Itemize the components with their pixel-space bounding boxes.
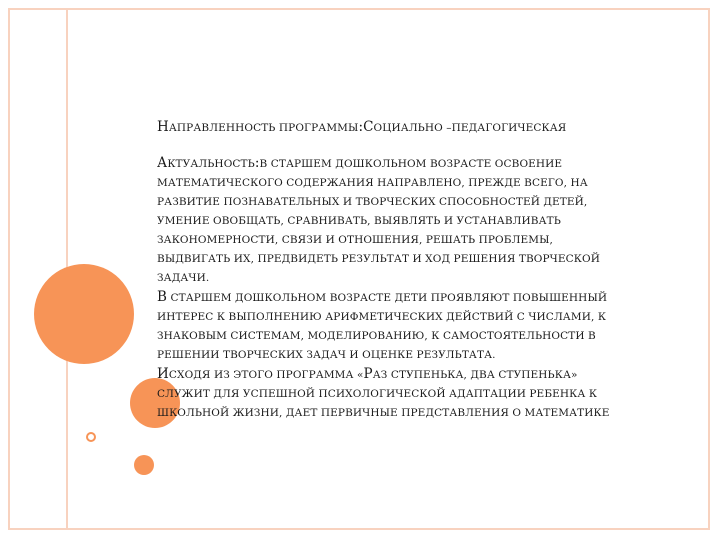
- decorative-circle-small: [134, 455, 154, 475]
- text-line-content: СХОДЯ ИЗ ЭТОГО ПРОГРАММА «: [168, 369, 364, 381]
- text-line: ЗАКОНОМЕРНОСТИ, СВЯЗИ И ОТНОШЕНИЯ, РЕШАТЬ ПРОБЛЕМЫ,: [157, 234, 553, 246]
- text-line: [157, 154, 642, 174]
- relevance-text: [157, 154, 642, 423]
- text-line: РЕШЕНИИ ТВОРЧЕСКИХ ЗАДАЧ И ОЦЕНКЕ РЕЗУЛЬТАТА.: [157, 349, 496, 361]
- text-line-content: В СТАРШЕМ ДОШКОЛЬНОМ ВОЗРАСТЕ ОСВОЕНИЕ: [259, 158, 563, 170]
- text-line-content: СТАРШЕМ ДОШКОЛЬНОМ ВОЗРАСТЕ ДЕТИ ПРОЯВЛЯЮТ ПОВЫШЕННЫЙ: [167, 292, 608, 304]
- text-line: СЛУЖИТ ДЛЯ УСПЕШНОЙ ПСИХОЛОГИЧЕСКОЙ АДАПТАЦИИ РЕБЕНКА К: [157, 388, 598, 400]
- text-line: УМЕНИЕ ОВОБЩАТЬ, СРАВНИВАТЬ, ВЫЯВЛЯТЬ И УСТАНАВЛИВАТЬ: [157, 215, 561, 227]
- direction-label: АПРАВЛЕННОСТЬ ПРОГРАММЫ: [168, 122, 359, 134]
- text-line: ИНТЕРЕС К ВЫПОЛНЕНИЮ АРИФМЕТИЧЕСКИХ ДЕЙСТВИЙ С ЧИСЛАМИ, К: [157, 311, 607, 323]
- direction-label-initial: Н: [157, 119, 169, 135]
- direction-value-initial: С: [363, 119, 374, 135]
- relevance-label-initial: А: [157, 155, 168, 171]
- text-line: МАТЕМАТИЧЕСКОГО СОДЕРЖАНИЯ НАПРАВЛЕНО, ПРЕЖДЕ ВСЕГО, НА: [157, 177, 588, 189]
- text-line: [157, 288, 642, 308]
- text-line: [157, 365, 642, 385]
- text-line: ЗНАКОВЫМ СИСТЕМАМ, МОДЕЛИРОВАНИЮ, К САМОСТОЯТЕЛЬНОСТИ В: [157, 330, 596, 342]
- text-line: ВЫДВИГАТЬ ИХ, ПРЕДВИДЕТЬ РЕЗУЛЬТАТ И ХОД РЕШЕНИЯ ТВОРЧЕСКОЙ: [157, 253, 600, 265]
- slide-content: [157, 118, 642, 423]
- text-line: РАЗВИТИЕ ПОЗНАВАТЕЛЬНЫХ И ТВОРЧЕСКИХ СПОСОБНОСТЕЙ ДЕТЕЙ,: [157, 196, 588, 208]
- paragraph-initial: В: [157, 289, 168, 305]
- program-direction: [157, 118, 642, 138]
- relevance-label: КТУАЛЬНОСТЬ: [167, 158, 255, 170]
- direction-value: ОЦИАЛЬНО –ПЕДАГОГИЧЕСКАЯ: [373, 122, 567, 134]
- paragraph-initial: И: [157, 366, 169, 382]
- relevance-separator: :: [254, 155, 260, 171]
- text-line: ЗАДАЧИ.: [157, 272, 210, 284]
- program-name-initial: Р: [363, 366, 373, 382]
- decorative-ring-small: [86, 432, 96, 442]
- text-line: ШКОЛЬНОЙ ЖИЗНИ, ДАЕТ ПЕРВИЧНЫЕ ПРЕДСТАВЛЕНИЯ О МАТЕМАТИКЕ: [157, 407, 610, 419]
- direction-separator: :: [358, 119, 364, 135]
- program-name: АЗ СТУПЕНЬКА, ДВА СТУПЕНЬКА»: [372, 369, 578, 381]
- decorative-circle-large: [34, 264, 134, 364]
